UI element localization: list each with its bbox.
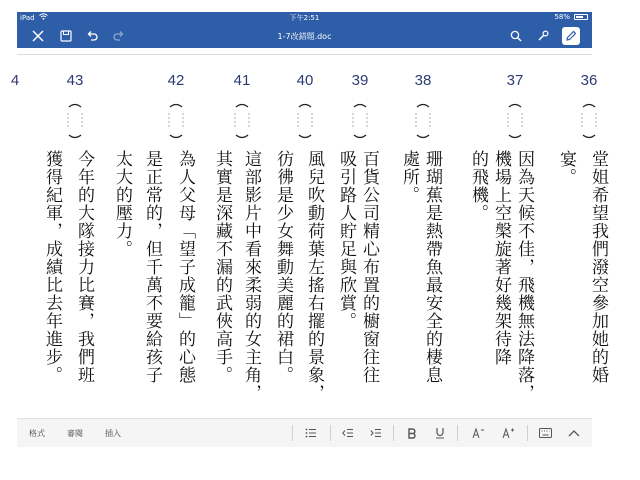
underline-icon[interactable]: [431, 425, 449, 441]
status-time: 下午2:51: [289, 14, 320, 22]
question-text: 的飛機。: [468, 150, 488, 222]
pencil-icon[interactable]: [562, 27, 580, 45]
question-text: 風兒吹動荷葉左搖右擺的景象，: [304, 150, 324, 402]
answer-blank[interactable]: [403, 103, 443, 139]
chevron-up-icon[interactable]: [565, 425, 583, 441]
bold-icon[interactable]: [403, 425, 421, 441]
search-icon[interactable]: [507, 27, 525, 45]
question-number: 41: [233, 72, 251, 89]
increase-indent-icon[interactable]: [367, 425, 385, 441]
question-text: 處所。: [399, 150, 419, 204]
question-text: 為人父母「望子成籠」的心態: [175, 150, 195, 384]
toolbar-divider: [292, 425, 293, 441]
font-size-decrease-icon[interactable]: [469, 425, 487, 441]
toolbar-divider: [393, 425, 394, 441]
question-number: 40: [296, 72, 314, 89]
answer-blank[interactable]: [222, 103, 262, 139]
question-text: 太大的壓力。: [112, 150, 132, 258]
question-text: 堂姐希望我們潑空參加她的婚: [588, 150, 608, 384]
battery-icon: [574, 14, 588, 20]
question-text: 吸引路人貯足與欣賞。: [336, 150, 356, 330]
tab-review[interactable]: 審閱: [67, 429, 83, 438]
question-text: 百貨公司精心布置的櫥窗往往: [359, 150, 379, 384]
question-number: 37: [506, 72, 524, 89]
answer-blank[interactable]: [285, 103, 325, 139]
tab-format[interactable]: 格式: [29, 429, 45, 438]
question-number: 43: [66, 72, 84, 89]
toolbar-divider: [457, 425, 458, 441]
question-text: 這部影片中看來柔弱的女主角，: [241, 150, 261, 402]
device-label: iPad: [20, 13, 35, 22]
question-text: 因為天候不佳，飛機無法降落，: [514, 150, 534, 402]
decrease-indent-icon[interactable]: [339, 425, 357, 441]
question-text: 是正常的，但千萬不要給孩子: [142, 150, 162, 384]
answer-blank[interactable]: [495, 103, 535, 139]
toolbar-divider: [330, 425, 331, 441]
question-text: 珊瑚蕉是熱帶魚最安全的棲息: [422, 150, 442, 384]
battery-percent: 58%: [554, 13, 570, 21]
document-area[interactable]: [10, 48, 608, 418]
toolbar-divider: [527, 425, 528, 441]
app-toolbar: [17, 24, 592, 48]
answer-blank[interactable]: [340, 103, 380, 139]
question-text: 彷彿是少女舞動美麗的裙白。: [273, 150, 293, 384]
answer-blank[interactable]: [55, 103, 95, 139]
answer-blank[interactable]: [569, 103, 609, 139]
bottom-toolbar: [17, 418, 592, 447]
question-text: 獲得紀軍，成績比去年進步。: [42, 150, 62, 384]
question-number: 38: [414, 72, 432, 89]
tab-insert[interactable]: 插入: [105, 429, 121, 438]
question-number: 39: [351, 72, 369, 89]
font-size-increase-icon[interactable]: [499, 425, 517, 441]
question-number: 36: [580, 72, 598, 89]
page-edge: [17, 54, 592, 55]
wrench-icon[interactable]: [534, 27, 552, 45]
document-title: 1-7改錯題.doc: [277, 32, 332, 41]
answer-blank[interactable]: [156, 103, 196, 139]
question-text: 機場上空槃旋著好幾架待降: [491, 150, 511, 366]
question-number: 4: [10, 72, 20, 89]
keyboard-icon[interactable]: [536, 425, 554, 441]
bullet-list-icon[interactable]: [302, 425, 320, 441]
question-text: 今年的大隊接力比賽，我們班: [74, 150, 94, 384]
question-text: 宴。: [556, 150, 576, 186]
question-text: 其實是深藏不漏的武俠高手。: [212, 150, 232, 384]
question-number: 42: [167, 72, 185, 89]
status-bar: [17, 12, 592, 24]
